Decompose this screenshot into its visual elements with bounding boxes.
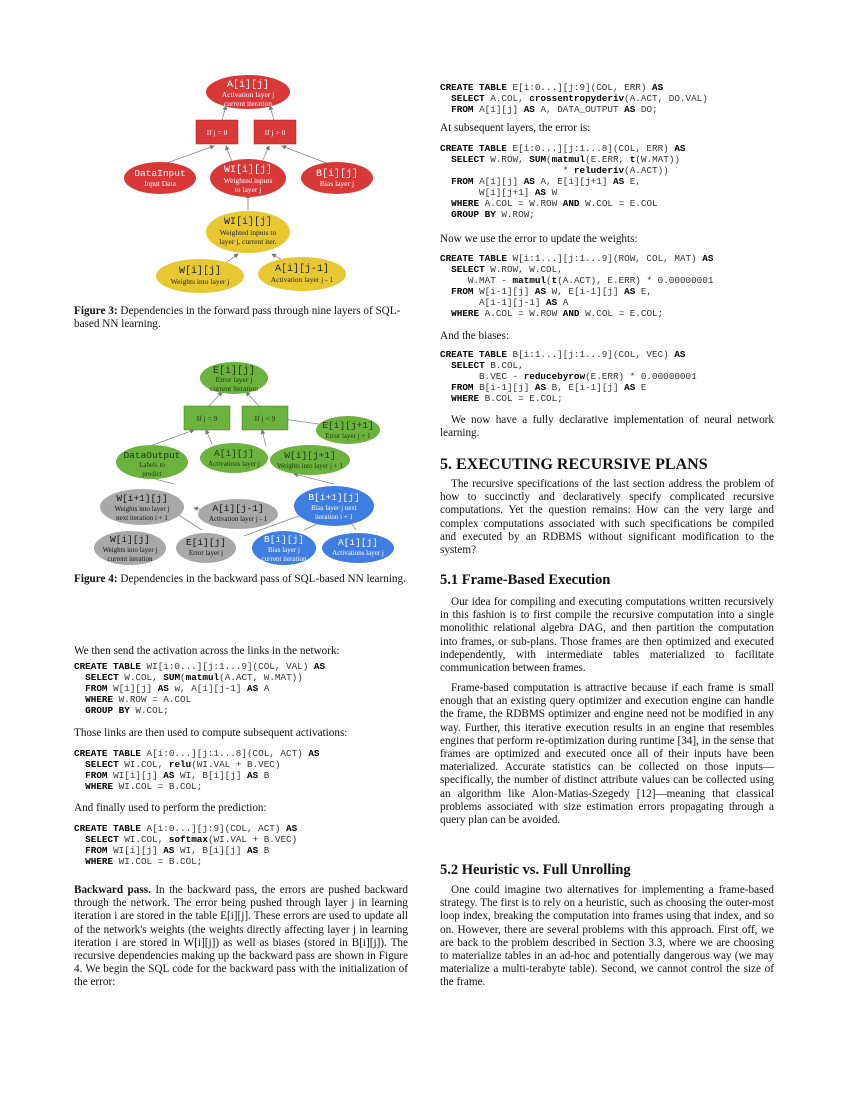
fig4-cond-1-label: If j = 9	[196, 414, 218, 423]
fig4-node-wnext	[270, 445, 350, 475]
fig3-node-wi2-l1: Weighted inputs to	[219, 228, 277, 237]
fig3-node-b	[301, 162, 373, 194]
fig4-node-aprev-title: A[i][j-1]	[212, 503, 264, 514]
fig4-node-w	[94, 531, 166, 565]
fig4-node-e2-l1: Error layer j	[188, 549, 224, 557]
fig4-node-ai-title: A[i][j]	[338, 537, 378, 548]
fig4-node-bnext-l1: Bias layer j next	[311, 504, 357, 512]
fig3-node-aprev	[258, 257, 346, 291]
fig4-node-dataout-l2: predict	[142, 470, 162, 478]
fig3-node-datainput	[124, 162, 196, 194]
code-weights-update: CREATE TABLE W[i:1...][j:1...9](ROW, COL, MAT) AS SELECT W.ROW, W.COL, W.MAT - matmul(t(A.ACT), E.ERR) * 0.00000001 FROM W[i-1][j] AS W, E[i-1][j] AS E, A[i-1][j-1] AS A WHERE A.COL = W.ROW AND W.COL = E.COL;	[440, 253, 714, 319]
figure-3-caption	[74, 305, 408, 332]
section-5-2-para-1: One could imagine two alternatives for implementing a frame-based strategy. The first is to rely on a heuristic, such as choosing the outer-most loop index, breaking the computation into frames using that index, and so on. However, there are several problems with this approach. First off, we are back to the problem described in Section 3.3, where we are choosing to materialize tables in an ad-hoc and potentially dangerous way (we may materialize a multi-terabyte table). Second, we cannot control the size of the frame.	[440, 884, 774, 989]
fig4-node-w-title: W[i][j]	[110, 534, 150, 545]
section-5-1-para-2: Frame-based computation is attractive because if each frame is small enough that an existing query optimizer and execution engine can handle the frame, the RDBMS optimizer and engine need not be modified in any way. Further, this iterative execution results in an engine that resembles engines that perform re-optimization during runtime [34], in the sense that frames are optimized and executed once all of their inputs have been materialized. Accurate statistics can be collected on those inputs—specifically, the number of distinct attribute values can be collected using an algorithm like Alon-Matias-Szegedy [12]—meaning that classical problems associated with size estimation errors propagating through a query plan can be avoided.	[440, 682, 774, 827]
fig3-node-wi	[210, 159, 286, 197]
code-error-init: CREATE TABLE E[i:0...][j:9](COL, ERR) AS SELECT A.COL, crossentropyderiv(A.ACT, DO.VAL) FROM A[i][j] AS A, DATA_OUTPUT AS DO;	[440, 82, 708, 115]
right-para-2: Now we use the error to update the weights:	[440, 233, 638, 245]
fig4-node-e2-title: E[i][j]	[186, 537, 226, 548]
fig4-node-wnext-title: W[i][j+1]	[284, 450, 336, 461]
right-para-4: We now have a fully declarative implementation of neural network learning.	[440, 414, 774, 440]
fig4-node-wprevit	[100, 489, 184, 525]
fig3-node-wi-l2: to layer j	[234, 185, 262, 194]
figure-3-caption-text: Dependencies in the forward pass through nine layers of SQL-based NN learning.	[74, 305, 401, 331]
fig3-node-a	[206, 75, 290, 109]
fig3-node-wi2-title: WI[i][j]	[223, 217, 273, 228]
figure-3-diagram	[114, 74, 414, 300]
fig4-node-enext	[316, 416, 380, 444]
fig4-node-dataout-title: DataOutput	[123, 450, 181, 461]
section-5-title: 5. EXECUTING RECURSIVE PLANS	[440, 456, 708, 473]
fig4-cond-2	[242, 406, 288, 430]
section-5-2-title: 5.2 Heuristic vs. Full Unrolling	[440, 862, 631, 878]
fig4-node-bnext	[294, 486, 374, 526]
fig3-node-aprev-l1: Activation layer j - 1	[270, 275, 334, 284]
section-5-1-para-1: Our idea for compiling and executing computations written recursively in this fashion is to first compile the recursive computation into a single monolithic relational algebra DAG, and then partition the computation into frames, or sub-plans. Those frames are then optimized and executed independently, with intermediate tables materialized to facilitate communication between frames.	[440, 596, 774, 675]
fig4-node-wprevit-l2: next iteration i + 1	[116, 514, 168, 522]
fig4-node-e-title: E[i][j]	[212, 366, 256, 377]
fig4-node-b-l1: Bias layer j	[268, 546, 300, 554]
fig4-node-dataout	[116, 445, 188, 479]
fig3-node-wi-title: WI[i][j]	[223, 165, 273, 176]
fig3-cond-2	[254, 120, 296, 144]
fig3-node-a-l2: current iteration	[223, 99, 273, 108]
code-a: CREATE TABLE A[i:0...][j:1...8](COL, ACT) AS SELECT WI.COL, relu(WI.VAL + B.VEC) FROM WI[i][j] AS WI, B[i][j] AS B WHERE WI.COL = B.COL;	[74, 748, 320, 792]
fig4-node-w-l1: Weights into layer j	[102, 546, 158, 554]
fig4-cond-2-label: If j < 9	[254, 414, 276, 423]
fig3-cond-1	[196, 120, 238, 144]
right-column	[440, 0, 774, 1100]
section-5-1-title: 5.1 Frame-Based Execution	[440, 572, 611, 588]
fig4-node-aprev	[198, 499, 278, 529]
fig3-node-wi-l1: Weighted inputs	[223, 176, 273, 185]
code-bias-update: CREATE TABLE B[i:1...][j:1...9](COL, VEC) AS SELECT B.COL, B.VEC - reducebyrow(E.ERR) * 0.00000001 FROM B[i-1][j] AS B, E[i-1][j] AS E WHERE B.COL = E.COL;	[440, 349, 697, 404]
fig4-node-wprevit-l1: Weights into layer j	[114, 505, 170, 513]
fig4-node-aprev-l1: Activation layer j - 1	[208, 515, 268, 523]
figure-3-caption-label: Figure 3:	[74, 305, 118, 317]
fig4-node-a-title: A[i][j]	[214, 448, 254, 459]
left-column	[74, 0, 408, 1100]
fig4-node-dataout-l1: Labels to	[139, 461, 165, 469]
fig4-node-e	[200, 362, 268, 394]
fig3-node-datainput-l1: Input Data	[144, 179, 176, 188]
fig4-node-b-l2: current iteration	[261, 555, 307, 563]
code-softmax: CREATE TABLE A[i:0...][j:9](COL, ACT) AS SELECT WI.COL, softmax(WI.VAL + B.VEC) FROM WI[i][j] AS WI, B[i][j] AS B WHERE WI.COL = B.COL;	[74, 823, 298, 867]
fig3-node-wi2-l2: layer j, current iter.	[219, 237, 277, 246]
fig4-node-wprevit-title: W[i+1][j]	[116, 493, 168, 504]
fig3-node-b-title: B[i][j]	[315, 169, 359, 180]
right-para-1: At subsequent layers, the error is:	[440, 122, 591, 134]
fig3-node-b-l1: Bias layer j	[319, 179, 355, 188]
backward-pass-label: Backward pass.	[74, 884, 151, 896]
fig3-node-a-title: A[i][j]	[226, 80, 270, 91]
fig3-cond-1-label: If j = 0	[206, 128, 228, 137]
fig4-node-e2	[176, 533, 236, 563]
fig4-node-e-l2: current iteration	[209, 384, 259, 393]
fig4-node-wnext-l1: Weights into layer j + 1	[277, 462, 343, 470]
fig3-node-w-title: W[i][j]	[178, 266, 222, 277]
code-error-sub: CREATE TABLE E[i:0...][j:1...8](COL, ERR) AS SELECT W.ROW, SUM(matmul(E.ERR, t(W.MAT)) * reluderiv(A.ACT)) FROM A[i][j] AS A, E[i][j+1] AS E, W[i][j+1] AS W WHERE A.COL = W.ROW AND W.COL = E.COL GROUP BY W.ROW;	[440, 143, 686, 220]
fig4-node-b-title: B[i][j]	[264, 534, 304, 545]
figure-4-caption-text: Dependencies in the backward pass of SQL-based NN learning.	[117, 573, 406, 585]
figure-4-caption-label: Figure 4:	[74, 573, 118, 585]
fig3-cond-2-label: If j > 0	[264, 128, 286, 137]
fig3-node-datainput-title: DataInput	[134, 168, 186, 179]
backward-pass-paragraph	[74, 884, 408, 990]
fig4-node-ai-l1: Activations layer j	[332, 549, 384, 557]
fig4-node-a	[200, 443, 268, 473]
fig4-cond-1	[184, 406, 230, 430]
left-para-2: Those links are then used to compute subsequent activations:	[74, 727, 348, 739]
right-para-3: And the biases:	[440, 330, 509, 342]
fig3-node-w	[156, 259, 244, 293]
fig3-node-a-l1: Activation layer j	[221, 90, 275, 99]
fig4-node-enext-l1: Error layer j + 1	[325, 432, 371, 440]
fig4-node-a-l1: Activations layer j	[208, 460, 260, 468]
code-wi: CREATE TABLE WI[i:0...][j:1...9](COL, VAL) AS SELECT W.COL, SUM(matmul(A.ACT, W.MAT)) FROM W[i][j] AS w, A[i][j-1] AS A WHERE W.ROW = A.COL GROUP BY W.COL;	[74, 661, 326, 716]
fig3-node-aprev-title: A[i][j-1]	[274, 264, 330, 275]
figure-4-caption	[74, 573, 408, 586]
fig4-node-enext-title: E[i][j+1]	[322, 420, 374, 431]
fig4-node-ai	[322, 533, 394, 563]
section-5-text: The recursive specifications of the last section address the problem of how to succinctly and declaratively specify complicated recursive computations. Yet the question remains: How can the very large and complex computations associated with such specifications be compiled and executed by an RDBMS without significant modification to the system?	[440, 478, 774, 557]
fig4-node-bnext-title: B[i+1][j]	[308, 492, 360, 503]
fig4-node-b	[252, 531, 316, 565]
fig3-node-wi2	[206, 211, 290, 253]
fig4-node-bnext-l2: iteration i + 1	[315, 513, 353, 521]
fig4-node-e-l1: Error layer j	[215, 375, 253, 384]
left-para-3: And finally used to perform the prediction:	[74, 802, 267, 814]
fig3-node-w-l1: Weights into layer j	[170, 277, 230, 286]
fig4-node-w-l2: current iteration	[107, 555, 153, 563]
figure-4-diagram	[94, 362, 414, 566]
left-para-1: We then send the activation across the links in the network:	[74, 645, 340, 657]
backward-pass-text: In the backward pass, the errors are pushed backward through the network. The error being pushed through layer j in learning iteration i are stored in the table E[i][j]. These errors are used to update all of the network's weights (the weights directly affecting layer j in learning iteration i are stored in W[i][j]) as well as biases (stored in B[i][j]). The recursive dependencies making up the backward pass are shown in Figure 4. We begin the SQL code for the backward pass with the initialization of the error:	[74, 884, 408, 989]
